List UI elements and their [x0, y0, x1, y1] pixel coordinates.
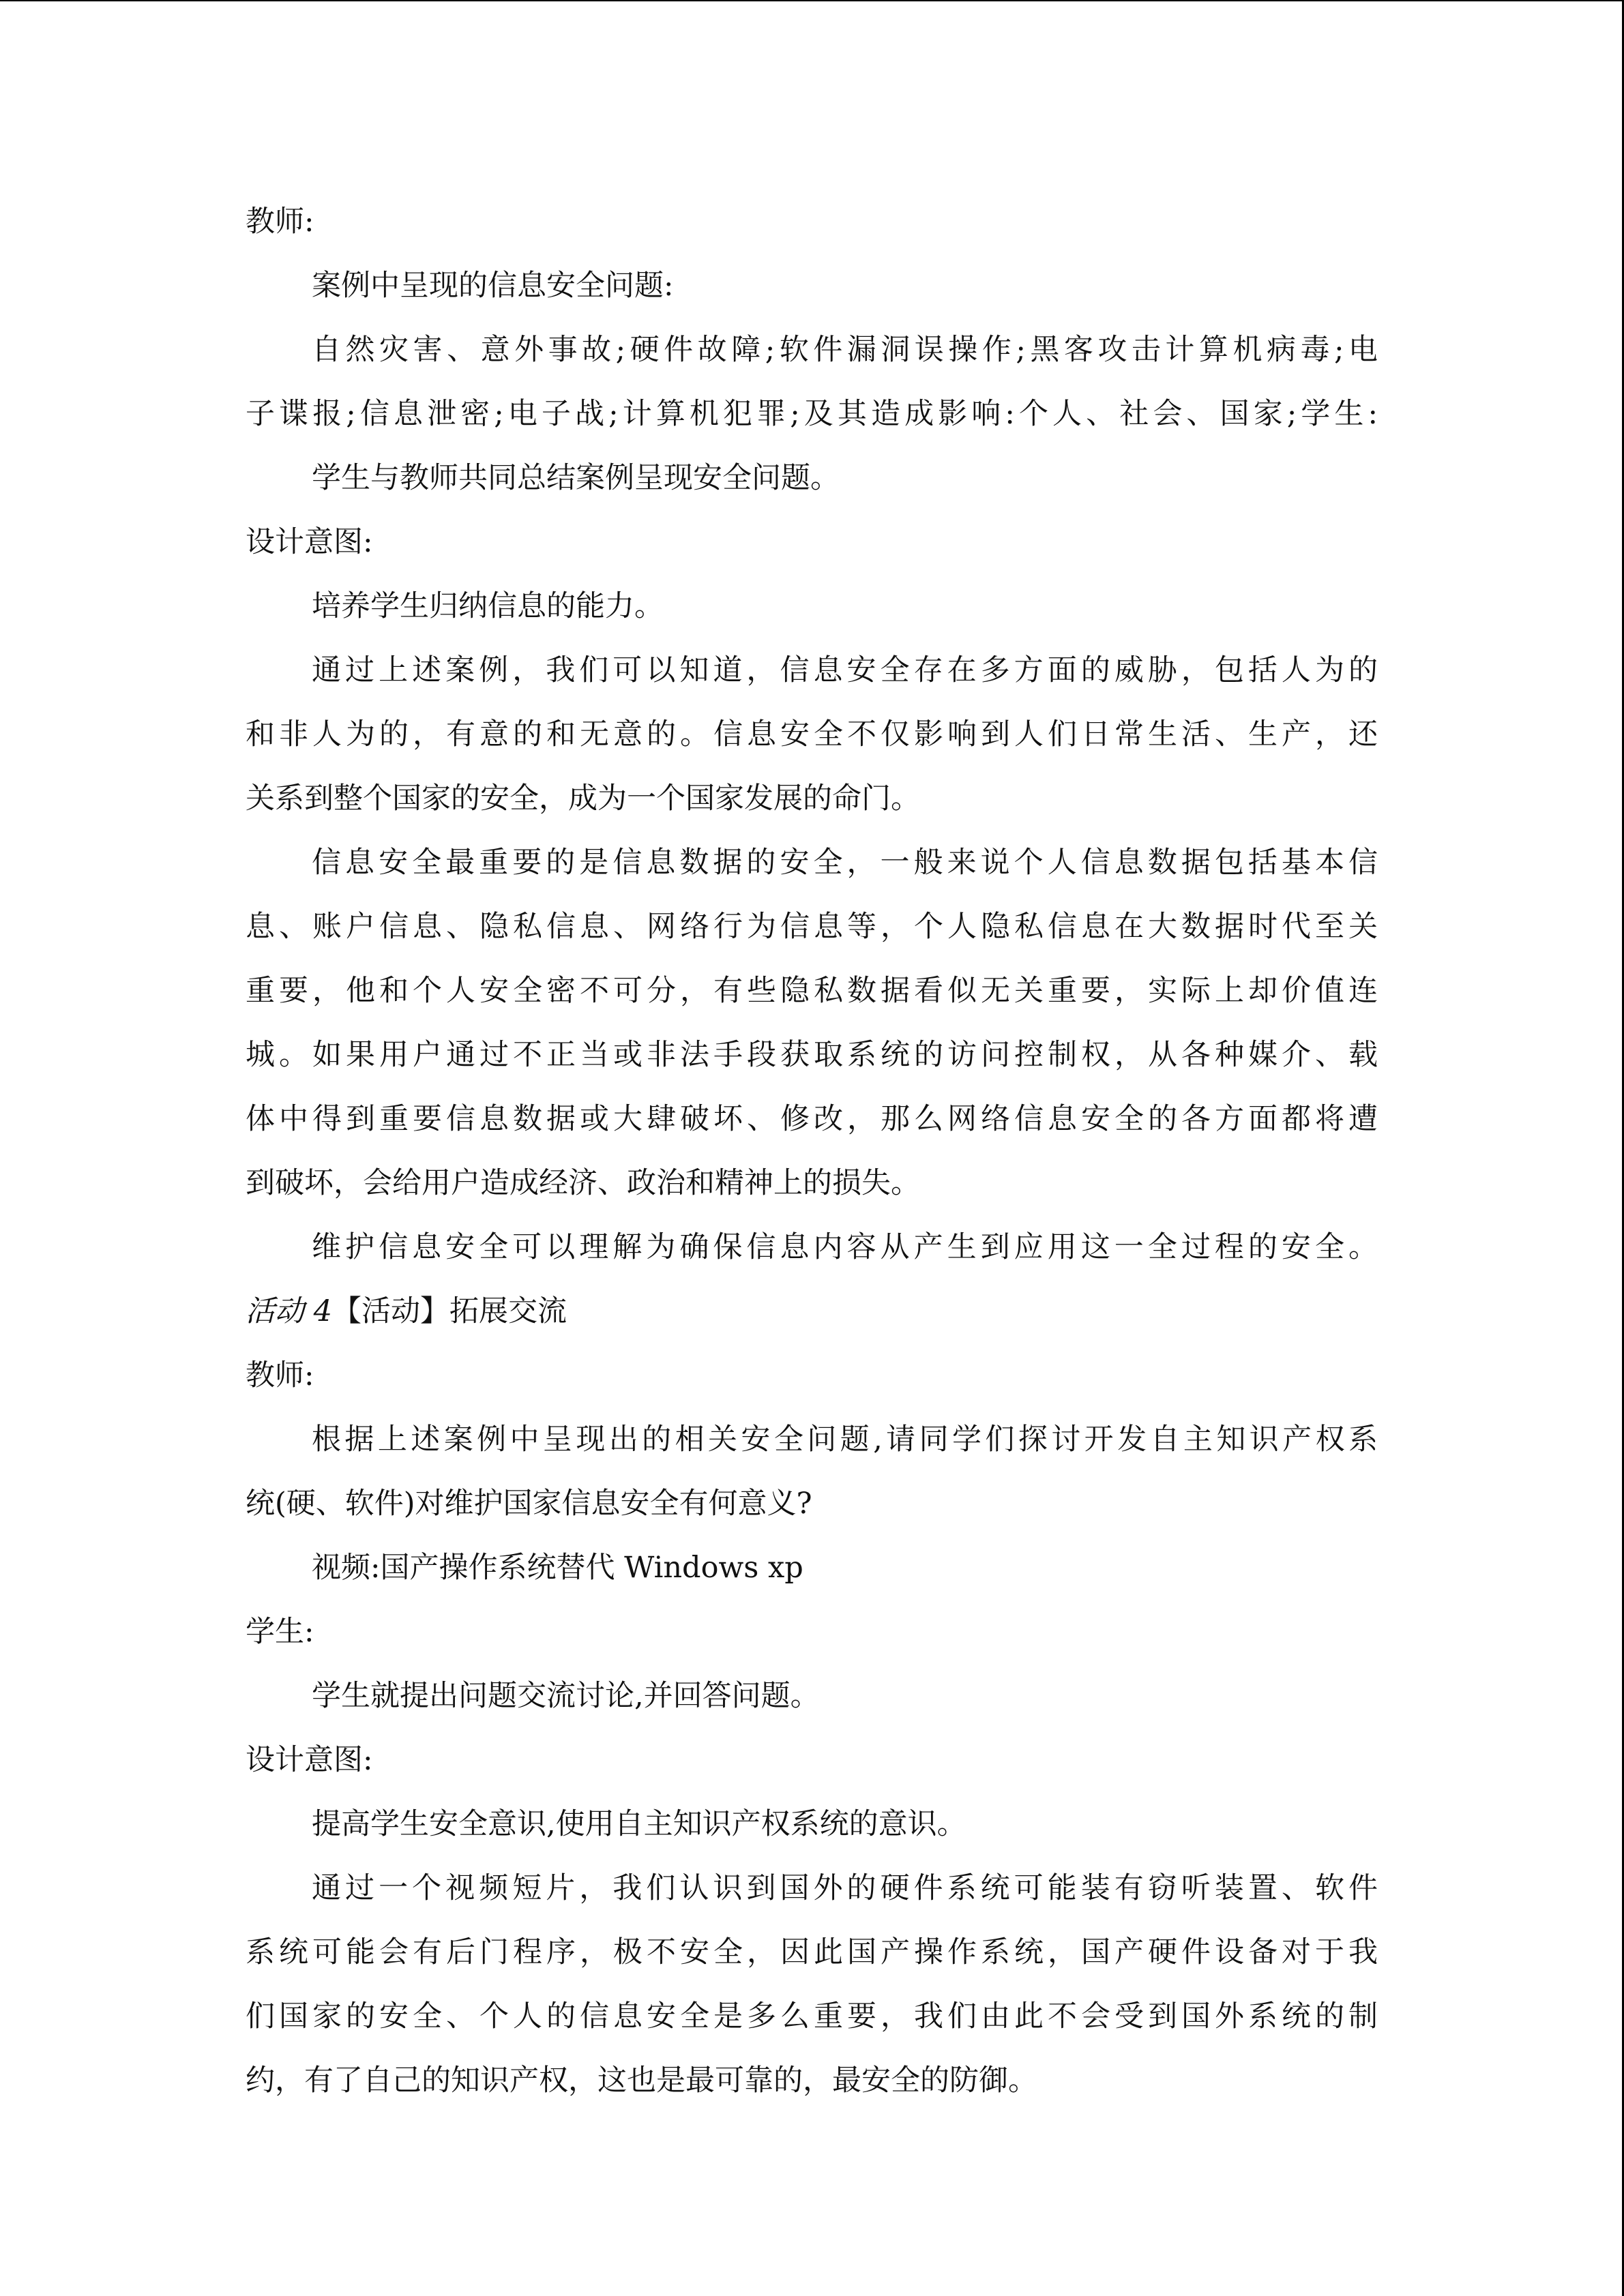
activity-label: 活动 4 [246, 1294, 333, 1328]
paragraph-line: 学生与教师共同总结案例呈现安全问题。 [312, 461, 840, 495]
paragraph-line: 和非人为的，有意的和无意的。信息安全不仅影响到人们日常生活、生产，还 [246, 717, 1378, 751]
paragraph-line: 统(硬、软件)对维护国家信息安全有何意义? [246, 1487, 812, 1521]
paragraph-line: 到破坏，会给用户造成经济、政治和精神上的损失。 [246, 1166, 920, 1200]
paragraph-line: 提高学生安全意识,使用自主知识产权系统的意识。 [312, 1807, 966, 1841]
paragraph-line: 学生就提出问题交流讨论,并回答问题。 [312, 1679, 820, 1713]
paragraph-line: 约，有了自己的知识产权，这也是最可靠的，最安全的防御。 [246, 2063, 1037, 2098]
paragraph-line: 案例中呈现的信息安全问题: [312, 269, 674, 303]
section-heading-teacher: 教师: [246, 205, 314, 239]
paragraph-line: 们国家的安全、个人的信息安全是多么重要，我们由此不会受到国外系统的制 [246, 1999, 1378, 2033]
section-heading-design-intent: 设计意图: [246, 1743, 373, 1777]
paragraph-line: 子谍报;信息泄密;电子战;计算机犯罪;及其造成影响:个人、社会、国家;学生: [246, 397, 1378, 431]
paragraph-line: 维护信息安全可以理解为确保信息内容从产生到应用这一全过程的安全。 [312, 1230, 1378, 1264]
paragraph-line: 城。如果用户通过不正当或非法手段获取系统的访问控制权，从各种媒介、载 [246, 1038, 1378, 1072]
paragraph-line: 培养学生归纳信息的能力。 [312, 589, 664, 623]
document-body [246, 190, 1378, 2113]
paragraph-line: 通过一个视频短片，我们认识到国外的硬件系统可能装有窃听装置、软件 [312, 1871, 1378, 1905]
paragraph-line: 通过上述案例，我们可以知道，信息安全存在多方面的威胁，包括人为的 [312, 653, 1378, 687]
paragraph-line: 信息安全最重要的是信息数据的安全，一般来说个人信息数据包括基本信 [312, 846, 1378, 880]
paragraph-line: 自然灾害、意外事故;硬件故障;软件漏洞误操作;黑客攻击计算机病毒;电 [312, 333, 1378, 367]
activity-heading [246, 1279, 1378, 1343]
paragraph-line: 重要，他和个人安全密不可分，有些隐私数据看似无关重要，实际上却价值连 [246, 974, 1378, 1008]
paragraph-line: 视频:国产操作系统替代 Windows xp [312, 1551, 803, 1585]
paragraph-line: 系统可能会有后门程序，极不安全，因此国产操作系统，国产硬件设备对于我 [246, 1935, 1378, 1969]
activity-title: 【活动】拓展交流 [332, 1294, 567, 1328]
section-heading-student: 学生: [246, 1615, 314, 1649]
paragraph-line: 体中得到重要信息数据或大肆破坏、修改，那么网络信息安全的各方面都将遭 [246, 1102, 1378, 1136]
paragraph-line: 关系到整个国家的安全，成为一个国家发展的命门。 [246, 781, 920, 816]
paragraph-line: 根据上述案例中呈现出的相关安全问题,请同学们探讨开发自主知识产权系 [312, 1422, 1378, 1457]
section-heading-teacher: 教师: [246, 1358, 314, 1392]
paragraph-line: 息、账户信息、隐私信息、网络行为信息等，个人隐私信息在大数据时代至关 [246, 910, 1378, 944]
section-heading-design-intent: 设计意图: [246, 525, 373, 559]
page-border-top [0, 0, 1624, 1]
